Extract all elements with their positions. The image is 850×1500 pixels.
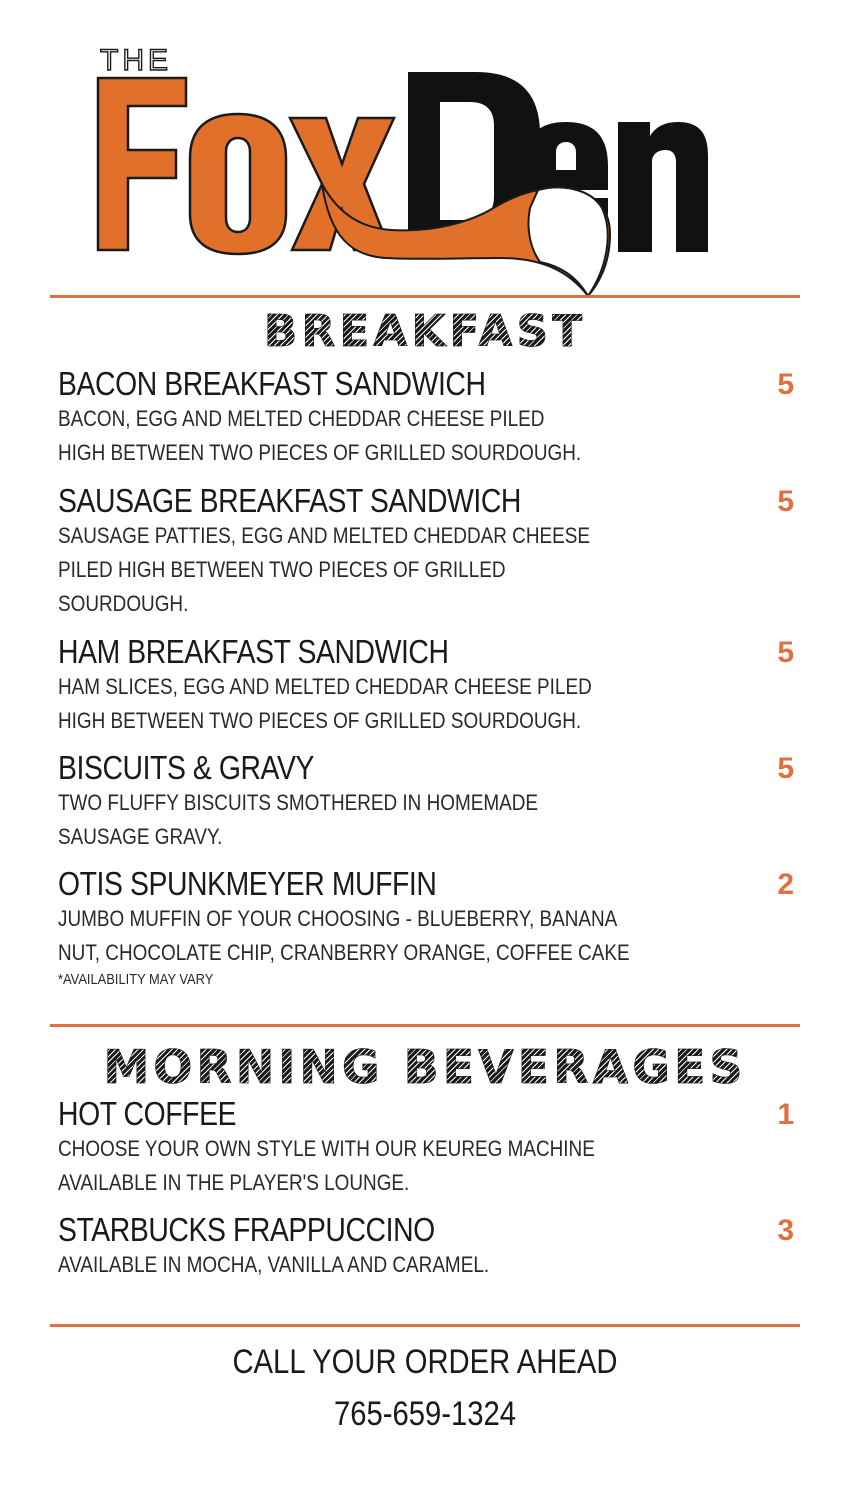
item-desc: SAUSAGE GRAVY.	[58, 824, 223, 849]
footer-call-ahead: CALL YOUR ORDER AHEAD	[232, 1343, 618, 1381]
item-desc: BACON, EGG AND MELTED CHEDDAR CHEESE PILED	[58, 406, 545, 431]
menu-item-bacon-sandwich	[58, 366, 800, 470]
fox-tail-logo-icon	[90, 38, 790, 300]
item-price: 3	[777, 1214, 794, 1247]
item-desc: TWO FLUFFY BISCUITS SMOTHERED IN HOMEMADE	[58, 790, 539, 815]
item-name: HAM BREAKFAST SANDWICH	[58, 633, 449, 670]
item-desc: PILED HIGH BETWEEN TWO PIECES OF GRILLED	[58, 557, 506, 582]
item-price: 2	[777, 868, 794, 901]
menu-item-biscuits-gravy	[58, 750, 800, 854]
item-name: STARBUCKS FRAPPUCCINO	[58, 1211, 435, 1248]
item-name: SAUSAGE BREAKFAST SANDWICH	[58, 482, 521, 519]
menu-item-muffin	[58, 866, 800, 990]
footer-phone[interactable]: 765-659-1324	[333, 1395, 517, 1433]
item-price: 5	[777, 368, 794, 401]
item-desc: HIGH BETWEEN TWO PIECES OF GRILLED SOURDOUGH.	[58, 708, 582, 733]
item-desc: JUMBO MUFFIN OF YOUR CHOOSING - BLUEBERRY, BANANA	[58, 906, 618, 931]
item-price: 1	[777, 1098, 794, 1131]
item-price: 5	[777, 485, 794, 518]
item-name: OTIS SPUNKMEYER MUFFIN	[58, 865, 437, 902]
item-desc: NUT, CHOCOLATE CHIP, CRANBERRY ORANGE, COFFEE CAKE	[58, 940, 630, 965]
menu-item-sausage-sandwich	[58, 483, 800, 621]
menu-item-hot-coffee	[58, 1096, 800, 1200]
item-desc: SAUSAGE PATTIES, EGG AND MELTED CHEDDAR CHEESE	[58, 523, 590, 548]
divider-top	[50, 295, 800, 298]
item-price: 5	[777, 636, 794, 669]
item-desc: AVAILABLE IN MOCHA, VANILLA AND CARAMEL.	[58, 1252, 490, 1277]
item-name: BISCUITS & GRAVY	[58, 749, 314, 786]
menu-item-ham-sandwich	[58, 634, 800, 738]
item-price: 5	[777, 752, 794, 785]
footer	[0, 1340, 850, 1436]
item-name: HOT COFFEE	[58, 1095, 237, 1132]
item-note: *AVAILABILITY MAY VARY	[58, 971, 214, 988]
fox-den-logo	[90, 38, 790, 300]
item-desc: SOURDOUGH.	[58, 591, 189, 616]
divider-middle	[50, 1024, 800, 1027]
item-name: BACON BREAKFAST SANDWICH	[58, 365, 486, 402]
item-desc: HIGH BETWEEN TWO PIECES OF GRILLED SOURDOUGH.	[58, 440, 582, 465]
menu-item-frappuccino	[58, 1212, 800, 1282]
item-desc: HAM SLICES, EGG AND MELTED CHEDDAR CHEESE PILED	[58, 674, 592, 699]
item-desc: CHOOSE YOUR OWN STYLE WITH OUR KEUREG MACHINE	[58, 1136, 595, 1161]
logo-the: THE	[100, 44, 172, 77]
item-desc: AVAILABLE IN THE PLAYER'S LOUNGE.	[58, 1170, 410, 1195]
section-title-beverages: MORNING BEVERAGES	[103, 1040, 747, 1094]
section-title-breakfast: BREAKFAST	[263, 306, 587, 357]
divider-bottom	[50, 1324, 800, 1327]
